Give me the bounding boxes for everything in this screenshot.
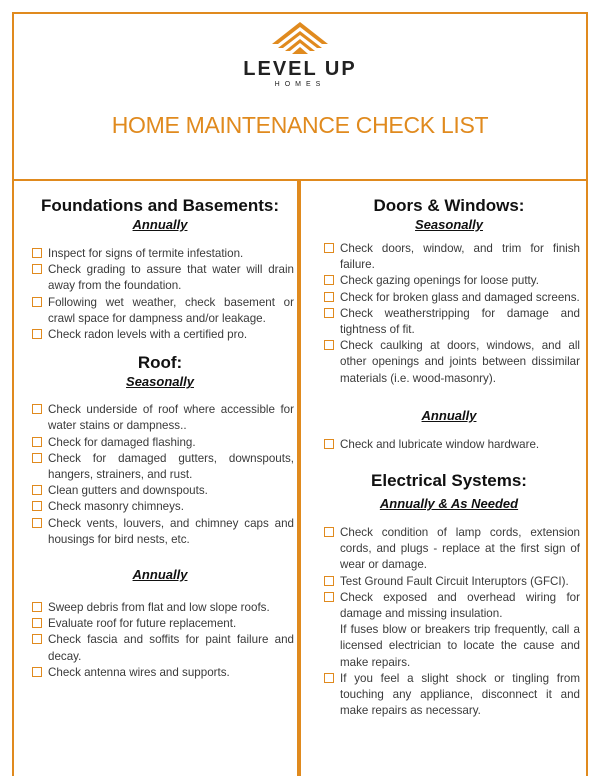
checkbox-icon[interactable] bbox=[32, 297, 42, 307]
checklist-item[interactable]: Check fascia and soffits for paint failure and decay. bbox=[26, 632, 294, 664]
roof-annual-list bbox=[26, 600, 294, 681]
doors-heading: Doors & Windows: bbox=[373, 196, 525, 215]
right-column bbox=[318, 196, 580, 719]
checkbox-icon[interactable] bbox=[32, 404, 42, 414]
doors-list bbox=[318, 241, 580, 387]
checkbox-icon[interactable] bbox=[324, 292, 334, 302]
checklist-item[interactable]: Evaluate roof for future replacement. bbox=[26, 616, 294, 632]
checklist-item[interactable]: Check vents, louvers, and chimney caps and housings for bird nests, etc. bbox=[26, 516, 294, 548]
checklist-item[interactable]: Check masonry chimneys. bbox=[26, 499, 294, 515]
roof-frequency-annual: Annually bbox=[132, 567, 188, 583]
roof-list bbox=[26, 402, 294, 548]
foundations-frequency: Annually bbox=[132, 217, 188, 232]
brand-sub: HOMES bbox=[274, 81, 326, 88]
electrical-heading: Electrical Systems: bbox=[371, 471, 527, 491]
checkbox-icon[interactable] bbox=[324, 340, 334, 350]
checklist-item[interactable]: Check caulking at doors, windows, and all other openings and joints between dissimilar materials (i.e. wood-masonry). bbox=[318, 338, 580, 387]
checkbox-icon[interactable] bbox=[32, 667, 42, 677]
checkbox-icon[interactable] bbox=[32, 437, 42, 447]
checkbox-icon[interactable] bbox=[32, 485, 42, 495]
foundations-list bbox=[26, 246, 294, 343]
checkbox-icon[interactable] bbox=[32, 501, 42, 511]
doors-frequency: Seasonally bbox=[415, 217, 483, 232]
roof-heading: Roof: bbox=[137, 353, 183, 373]
electrical-list bbox=[318, 525, 580, 719]
checklist-item[interactable]: Test Ground Fault Circuit Interuptors (GFCI). bbox=[318, 574, 580, 590]
checklist-item[interactable]: If you feel a slight shock or tingling from touching any appliance, disconnect it and make repairs as necessary. bbox=[318, 671, 580, 720]
checkbox-icon[interactable] bbox=[324, 527, 334, 537]
electrical-note: If fuses blow or breakers trip frequently, call a licensed electrician to locate the cause and make repairs. bbox=[340, 623, 580, 669]
doors-annual-list bbox=[318, 437, 580, 453]
checkbox-icon[interactable] bbox=[32, 518, 42, 528]
checkbox-icon[interactable] bbox=[32, 618, 42, 628]
checklist-item[interactable]: Check for damaged gutters, downspouts, hangers, strainers, and rust. bbox=[26, 451, 294, 483]
checkbox-icon[interactable] bbox=[32, 248, 42, 258]
brand-name: LEVEL UP bbox=[243, 58, 357, 80]
checklist-item[interactable]: Check exposed and overhead wiring for damage and missing insulation. bbox=[318, 590, 580, 622]
left-column bbox=[26, 196, 294, 681]
checklist-item[interactable]: Check condition of lamp cords, extension cords, and plugs - replace at the first sign of wear or damage. bbox=[318, 525, 580, 574]
checkbox-icon[interactable] bbox=[32, 602, 42, 612]
checkbox-icon[interactable] bbox=[324, 243, 334, 253]
checkbox-icon[interactable] bbox=[32, 634, 42, 644]
checkbox-icon[interactable] bbox=[324, 308, 334, 318]
checkbox-icon[interactable] bbox=[324, 592, 334, 602]
checkbox-icon[interactable] bbox=[324, 673, 334, 683]
checklist-item[interactable]: Sweep debris from flat and low slope roofs. bbox=[26, 600, 294, 616]
roof-frequency: Seasonally bbox=[126, 374, 194, 390]
checklist-item[interactable]: Following wet weather, check basement or crawl space for dampness and/or leakage. bbox=[26, 295, 294, 327]
checklist-item[interactable]: Check antenna wires and supports. bbox=[26, 665, 294, 681]
checklist-item[interactable]: Check doors, window, and trim for finish failure. bbox=[318, 241, 580, 273]
checklist-item[interactable]: Check grading to assure that water will drain away from the foundation. bbox=[26, 262, 294, 294]
checklist-item[interactable]: Check radon levels with a certified pro. bbox=[26, 327, 294, 343]
checklist-item[interactable]: Inspect for signs of termite infestation. bbox=[26, 246, 294, 262]
column-separator bbox=[297, 181, 301, 776]
house-logo-icon bbox=[270, 20, 330, 56]
logo bbox=[12, 20, 588, 88]
foundations-heading: Foundations and Basements: bbox=[40, 196, 280, 215]
checklist-item[interactable]: Clean gutters and downspouts. bbox=[26, 483, 294, 499]
checklist-item[interactable]: Check for damaged flashing. bbox=[26, 435, 294, 451]
checklist-item[interactable]: Check gazing openings for loose putty. bbox=[318, 273, 580, 289]
checkbox-icon[interactable] bbox=[324, 275, 334, 285]
checkbox-icon[interactable] bbox=[32, 264, 42, 274]
checklist-item[interactable]: Check weatherstripping for damage and tightness of fit. bbox=[318, 306, 580, 338]
checklist-item[interactable]: Check underside of roof where accessible for water stains or dampness.. bbox=[26, 402, 294, 434]
checkbox-icon[interactable] bbox=[324, 576, 334, 586]
checkbox-icon[interactable] bbox=[324, 439, 334, 449]
checklist-item[interactable]: Check and lubricate window hardware. bbox=[318, 437, 580, 453]
header bbox=[12, 12, 588, 180]
checkbox-icon[interactable] bbox=[32, 329, 42, 339]
page-title: HOME MAINTENANCE CHECK LIST bbox=[111, 112, 489, 138]
electrical-frequency: Annually & As Needed bbox=[379, 496, 519, 512]
checkbox-icon[interactable] bbox=[32, 453, 42, 463]
doors-frequency-annual: Annually bbox=[421, 407, 477, 423]
checklist-item[interactable]: Check for broken glass and damaged screens. bbox=[318, 290, 580, 306]
